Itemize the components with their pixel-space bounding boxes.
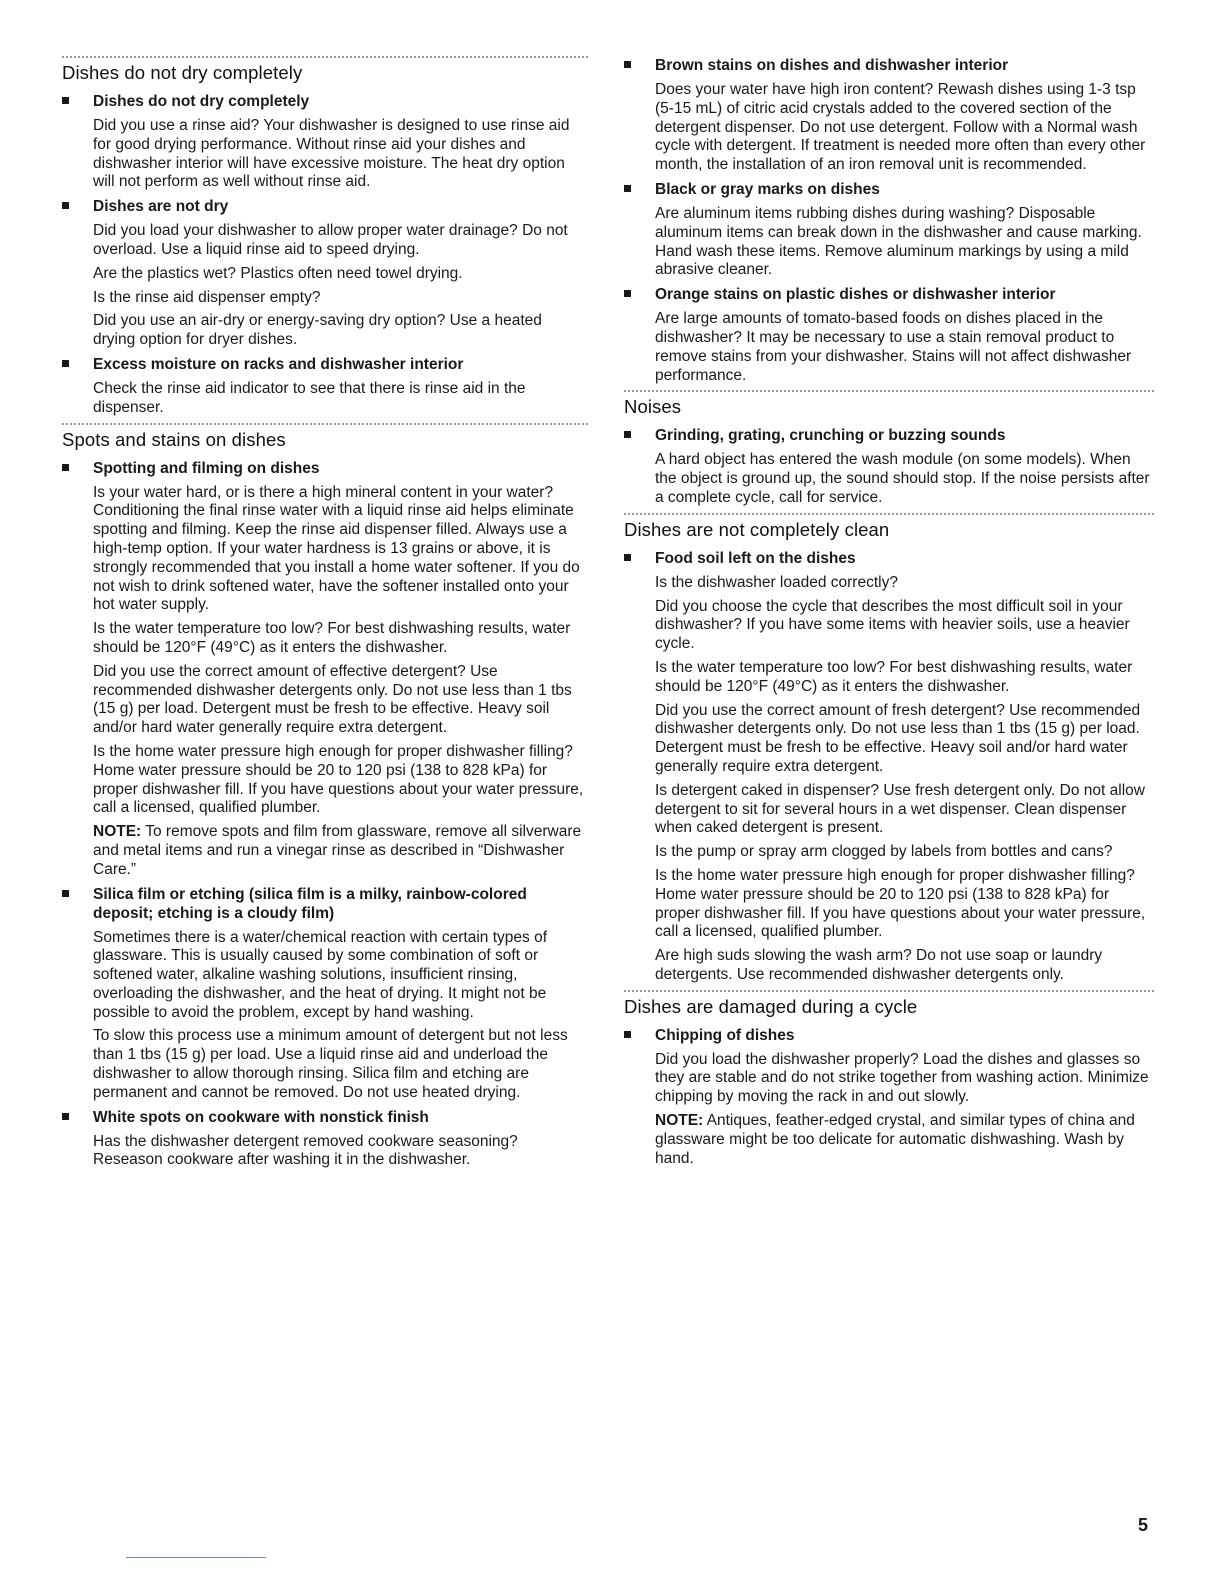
section-divider bbox=[62, 423, 588, 425]
paragraph bbox=[655, 659, 1154, 697]
paragraph bbox=[655, 310, 1154, 385]
troubleshooting-item bbox=[624, 549, 1154, 985]
bullet-icon bbox=[62, 202, 69, 209]
troubleshooting-item bbox=[624, 426, 1154, 507]
paragraph bbox=[655, 782, 1154, 838]
left-column bbox=[62, 56, 588, 1175]
paragraph bbox=[93, 620, 588, 658]
section bbox=[62, 423, 588, 1171]
troubleshooting-item bbox=[62, 1108, 588, 1171]
paragraph-text: Did you choose the cycle that describes the most difficult soil in your dishwasher? If you have some items with heavier soils, use a heavier cycle. bbox=[655, 597, 1130, 653]
paragraph-text: Sometimes there is a water/chemical reaction with certain types of glassware. This is usually caused by some combination of soft or softened water, alkaline washing solutions, insufficient rinsing, overloading the dishwasher, and the heat of drying. It might not be possible to avoid the problem, except by hand washing. bbox=[93, 928, 547, 1021]
troubleshooting-item bbox=[624, 285, 1154, 385]
paragraph-text: Did you load the dishwasher properly? Load the dishes and glasses so they are stable and do not strike together from washing action. Minimize chipping by moving the rack in and out slowly. bbox=[655, 1050, 1149, 1106]
paragraph-text: Is the pump or spray arm clogged by labels from bottles and cans? bbox=[655, 843, 1113, 861]
paragraph bbox=[93, 222, 588, 260]
paragraph bbox=[655, 1051, 1154, 1107]
paragraph bbox=[93, 380, 588, 418]
section bbox=[624, 513, 1154, 985]
paragraph bbox=[655, 81, 1154, 175]
section-title: Dishes are not completely clean bbox=[624, 518, 890, 540]
right-column bbox=[624, 56, 1154, 1173]
paragraph-text: Is the home water pressure high enough for proper dishwasher filling? Home water pressure should be 20 to 120 psi (138 to 828 kPa) for proper dishwasher fill. If you have questions about your water pressure, call a licensed, qualified plumber. bbox=[655, 866, 1146, 941]
note-label: NOTE: bbox=[655, 1112, 704, 1130]
item-title: Dishes do not dry completely bbox=[93, 93, 310, 110]
paragraph-text: To remove spots and film from glassware, remove all silverware and metal items and run a vinegar rinse as described in “Dishwasher Care.” bbox=[93, 823, 582, 878]
paragraph-text: Is the home water pressure high enough for proper dishwasher filling? Home water pressure should be 20 to 120 psi (138 to 828 kPa) for proper dishwasher fill. If you have questions about your water pressure, call a licensed, qualified plumber. bbox=[93, 742, 584, 817]
paragraph-text: Has the dishwasher detergent removed cookware seasoning? Reseason cookware after washing it in the dishwasher. bbox=[93, 1132, 518, 1169]
bullet-icon bbox=[62, 1113, 69, 1120]
bullet-icon bbox=[62, 360, 69, 367]
bullet-icon bbox=[624, 554, 631, 561]
section bbox=[624, 990, 1154, 1169]
paragraph bbox=[93, 265, 588, 284]
paragraph bbox=[655, 598, 1154, 654]
paragraph-text: Did you use the correct amount of effective detergent? Use recommended dishwasher detergents only. Do not use less than 1 tbs (15 g) per load. Detergent must be fresh to be effective. Heavy soil and/or hard water generally require extra detergent. bbox=[93, 662, 572, 737]
paragraph bbox=[655, 205, 1154, 280]
paragraph bbox=[93, 312, 588, 350]
paragraph-text: Is your water hard, or is there a high mineral content in your water? Conditioning the final rinse water with a liquid rinse aid helps eliminate spotting and filming. Keep the rinse aid dispenser filled. Always use a high-temp option. If your water hardness is 13 grains or above, it is strongly recommended that you install a home water softener. If you do not wish to drink softened water, have the softener installed onto your hot water supply. bbox=[93, 483, 580, 614]
paragraph-text: Is the water temperature too low? For best dishwashing results, water should be 120°F (49°C) as it enters the dishwasher. bbox=[655, 658, 1133, 695]
paragraph-text: Is the rinse aid dispenser empty? bbox=[93, 288, 321, 306]
bullet-icon bbox=[62, 97, 69, 104]
troubleshooting-item bbox=[62, 355, 588, 418]
section-divider bbox=[624, 390, 1154, 392]
bullet-icon bbox=[624, 1031, 631, 1038]
item-title: Food soil left on the dishes bbox=[655, 549, 856, 567]
item-title: Dishes are not dry bbox=[93, 198, 229, 216]
section-title: Spots and stains on dishes bbox=[62, 428, 286, 450]
note-paragraph bbox=[655, 1112, 1154, 1168]
troubleshooting-item bbox=[624, 180, 1154, 280]
item-title: Excess moisture on racks and dishwasher interior bbox=[93, 355, 464, 373]
item-title: Orange stains on plastic dishes or dishwasher interior bbox=[655, 286, 1056, 304]
paragraph-text: Is the dishwasher loaded correctly? bbox=[655, 573, 898, 591]
bullet-icon bbox=[624, 431, 631, 438]
paragraph bbox=[93, 929, 588, 1023]
bullet-icon bbox=[62, 464, 69, 471]
item-title: Black or gray marks on dishes bbox=[655, 180, 880, 198]
paragraph-text: Antiques, feather-edged crystal, and similar types of china and glassware might be too delicate for automatic dishwashing. Wash by hand. bbox=[655, 1112, 1135, 1167]
section bbox=[624, 56, 1154, 385]
paragraph-text: Check the rinse aid indicator to see that there is rinse aid in the dispenser. bbox=[93, 379, 526, 416]
paragraph bbox=[93, 289, 588, 308]
paragraph bbox=[655, 451, 1154, 507]
paragraph-text: Are large amounts of tomato-based foods on dishes placed in the dishwasher? It may be necessary to use a stain removal product to remove stains from your dishwasher. Stains will not affect dishwasher performance. bbox=[655, 310, 1132, 384]
paragraph bbox=[93, 1027, 588, 1102]
paragraph-text: A hard object has entered the wash module (on some models). When the object is ground up, the sound should stop. If the noise persists after a complete cycle, call for service. bbox=[655, 451, 1150, 506]
note-paragraph bbox=[93, 823, 588, 879]
item-title: Spotting and filming on dishes bbox=[93, 459, 320, 477]
paragraph-text: Did you use a rinse aid? Your dishwasher is designed to use rinse aid for good drying performance. Without rinse aid your dishes and dishwasher interior will have excessive moisture. The heat dry option will not perform as well without rinse aid. bbox=[93, 117, 570, 191]
troubleshooting-item bbox=[624, 56, 1154, 175]
paragraph bbox=[655, 702, 1154, 777]
section-title: Noises bbox=[624, 396, 682, 418]
note-label: NOTE: bbox=[93, 823, 142, 841]
paragraph-text: Did you load your dishwasher to allow proper water drainage? Do not overload. Use a liquid rinse aid to speed drying. bbox=[93, 222, 568, 258]
paragraph bbox=[655, 867, 1154, 942]
bullet-icon bbox=[624, 290, 631, 297]
paragraph bbox=[655, 574, 1154, 593]
bullet-icon bbox=[624, 61, 631, 68]
paragraph-text: Did you use an air-dry or energy-saving dry option? Use a heated drying option for dryer dishes. bbox=[93, 312, 542, 349]
section-divider bbox=[62, 56, 588, 58]
troubleshooting-item bbox=[62, 885, 588, 1103]
paragraph bbox=[93, 117, 588, 192]
item-title: Chipping of dishes bbox=[655, 1026, 795, 1044]
section bbox=[62, 56, 588, 418]
footer-rule bbox=[126, 1557, 266, 1558]
section-title: Dishes do not dry completely bbox=[62, 62, 303, 83]
troubleshooting-item bbox=[62, 92, 588, 192]
item-title: Silica film or etching (silica film is a milky, rainbow-colored deposit; etching is a cloudy film) bbox=[93, 885, 527, 922]
paragraph bbox=[93, 484, 588, 616]
troubleshooting-item bbox=[62, 197, 588, 350]
paragraph bbox=[655, 843, 1154, 862]
troubleshooting-item bbox=[624, 1026, 1154, 1169]
paragraph-text: Is the water temperature too low? For best dishwashing results, water should be 120°F (49°C) as it enters the dishwasher. bbox=[93, 620, 571, 656]
paragraph-text: To slow this process use a minimum amount of detergent but not less than 1 tbs (15 g) per load. Use a liquid rinse aid and underload the dishwasher to allow thorough rinsing. Silica film and etching are permanent and cannot be removed. Do not use heated drying. bbox=[93, 1027, 568, 1101]
paragraph-text: Is detergent caked in dispenser? Use fresh detergent only. Do not allow detergent to sit for several hours in a wet dispenser. Clean dispenser when caked detergent is present. bbox=[655, 781, 1145, 837]
paragraph-text: Does your water have high iron content? Rewash dishes using 1-3 tsp (5-15 mL) of citric acid crystals added to the covered section of the detergent dispenser. Do not use detergent. Follow with a Normal wash cycle with detergent. If treatment is needed more often than every other month, the installation of an iron removal unit is recommended. bbox=[655, 81, 1146, 174]
paragraph-text: Are high suds slowing the wash arm? Do not use soap or laundry detergents. Use recommended dishwasher detergents only. bbox=[655, 947, 1103, 983]
paragraph-text: Are the plastics wet? Plastics often need towel drying. bbox=[93, 264, 463, 282]
paragraph-text: Did you use the correct amount of fresh detergent? Use recommended dishwasher detergents only. Do not use less than 1 tbs (15 g) per load. Detergent must be fresh to be effective. Heavy soil and/or hard water generally require extra detergent. bbox=[655, 701, 1141, 775]
paragraph bbox=[93, 1133, 588, 1171]
paragraph bbox=[655, 947, 1154, 985]
bullet-icon bbox=[62, 890, 69, 897]
item-title: Brown stains on dishes and dishwasher interior bbox=[655, 57, 1009, 74]
page-number: 5 bbox=[1138, 1515, 1149, 1535]
paragraph bbox=[93, 743, 588, 818]
section bbox=[624, 390, 1154, 507]
section-divider bbox=[624, 990, 1154, 992]
paragraph bbox=[93, 663, 588, 738]
bullet-icon bbox=[624, 185, 631, 192]
paragraph-text: Are aluminum items rubbing dishes during washing? Disposable aluminum items can break down in the dishwasher and cause marking. Hand wash these items. Remove aluminum markings by using a mild abrasive cleaner. bbox=[655, 204, 1142, 279]
troubleshooting-item bbox=[62, 459, 588, 880]
section-title: Dishes are damaged during a cycle bbox=[624, 995, 918, 1017]
section-divider bbox=[624, 513, 1154, 515]
item-title: White spots on cookware with nonstick finish bbox=[93, 1108, 429, 1126]
item-title: Grinding, grating, crunching or buzzing sounds bbox=[655, 427, 1006, 445]
